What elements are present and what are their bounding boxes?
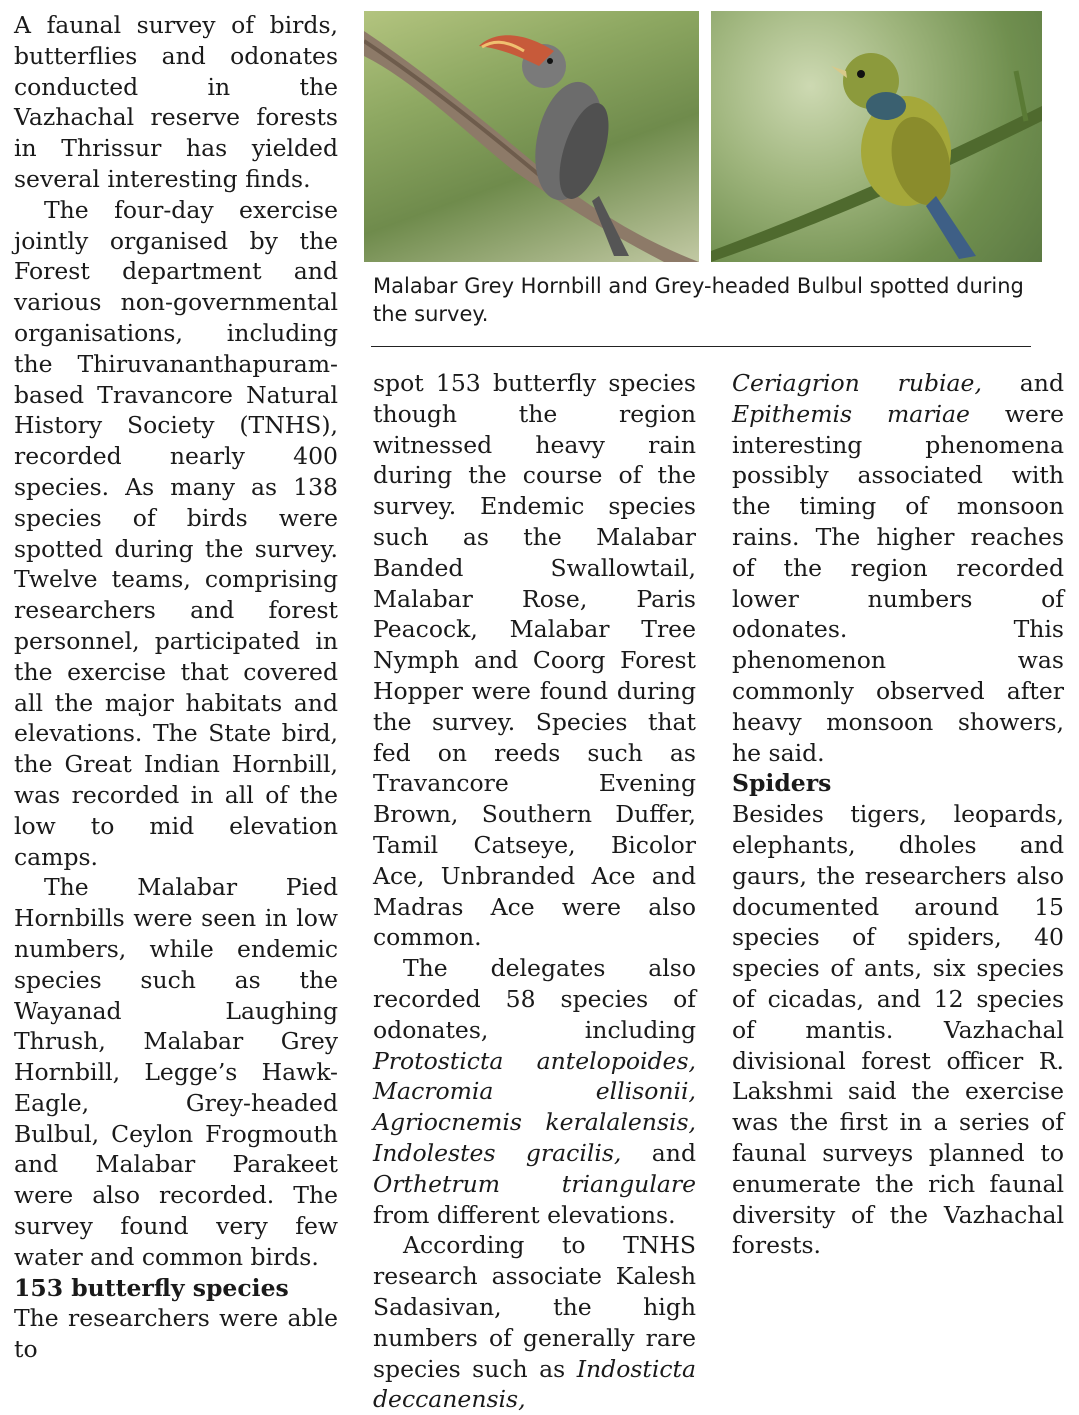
paragraph-spiders: Besides tigers, leopards, elephants, dholes and gaurs, the researchers also documented around 15 species of spiders, 40 species of ants, six species of cicadas, and 12 species of mantis. Vazhachal divisional forest officer R. Lakshmi said the exercise was the first in a series of faunal surveys planned to enumerate the rich faunal diversity of the Vazhachal forests. [732,800,1064,1260]
conjunction-text: and [651,1138,696,1167]
bulbul-photo [711,11,1042,262]
species-name: Epithemis mariae [732,399,970,428]
subheading-spiders: Spiders [732,769,832,798]
subheading-butterflies: 153 butterfly species [14,1273,289,1302]
article-column-1 [14,10,338,1365]
species-name: Macromia ellisonii, [373,1077,696,1106]
photo-caption: Malabar Grey Hornbill and Grey-headed Bulbul spotted during the survey. [373,274,1024,326]
paragraph-odonates [373,953,696,1230]
paragraph-butterflies: spot 153 butterfly species though the region witnessed heavy rain during the course of the survey. Endemic species such as the Malabar Banded Swallowtail, Malabar Rose, Paris Peacock, Malabar Tree Nymph and Coorg Forest Hopper were found during the survey. Species that fed on reeds such as Travancore Evening Brown, Southern Duffer, Tamil Catseye, Bicolor Ace, Unbranded Ace and Madras Ace were also common. [373,369,696,952]
odonates-text-end: from different elevations. [373,1200,676,1229]
article-column-3 [732,368,1064,1261]
paragraph-exercise: The four-day exercise jointly organised by the Forest department and various non-governmental organisations, including the Thiruvananthapuram-based Travancore Natural History Society (TNHS), recorded nearly 400 species. As many as 138 species of birds were spotted during the survey. Twelve teams, comprising researchers and forest personnel, participated in the exercise that covered all the major habitats and elevations. The State bird, the Great Indian Hornbill, was recorded in all of the low to mid elevation camps. [14,195,338,871]
paragraph-tnhs [373,1230,696,1415]
bulbul-illustration [711,11,1042,262]
caption-divider [371,346,1031,347]
species-name: Orthetrum triangulare [373,1169,696,1198]
conjunction-text: and [1019,369,1064,397]
species-name: Indosticta deccanensis, [373,1354,696,1414]
species-name: Protosticta antelopoides, [373,1046,696,1075]
tnhs-text: According to TNHS research associate Kalesh Sadasivan, the high numbers of generally rare species such as [373,1231,696,1383]
article-column-2 [373,368,696,1415]
paragraph-intro: A faunal survey of birds, butterflies and odonates conducted in the Vazhachal reserve forests in Thrissur has yielded several interesting finds. [14,11,338,193]
paragraph-researchers: The researchers were able to [14,1304,338,1364]
phenomena-text: were interesting phenomena possibly associated with the timing of monsoon rains. The higher reaches of the region recorded lower numbers of odonates. This phenomenon was commonly observed after heavy monsoon showers, he said. [732,399,1064,767]
species-name: Agriocnemis keralalensis, [373,1108,696,1137]
species-name: Indolestes gracilis, [373,1138,622,1167]
paragraph-phenomena [732,368,1064,768]
odonates-text: The delegates also recorded 58 species of odonates, including [373,954,696,1044]
paragraph-hornbills: The Malabar Pied Hornbills were seen in low numbers, while endemic species such as the Wayanad Laughing Thrush, Malabar Grey Hornbill, Legge’s Hawk-Eagle, Grey-headed Bulbul, Ceylon Frogmouth and Malabar Parakeet were also recorded. The survey found very few water and common birds. [14,873,338,1271]
species-name: Ceriagrion rubiae, [732,369,982,397]
hornbill-illustration [364,11,699,262]
hornbill-photo [364,11,699,262]
